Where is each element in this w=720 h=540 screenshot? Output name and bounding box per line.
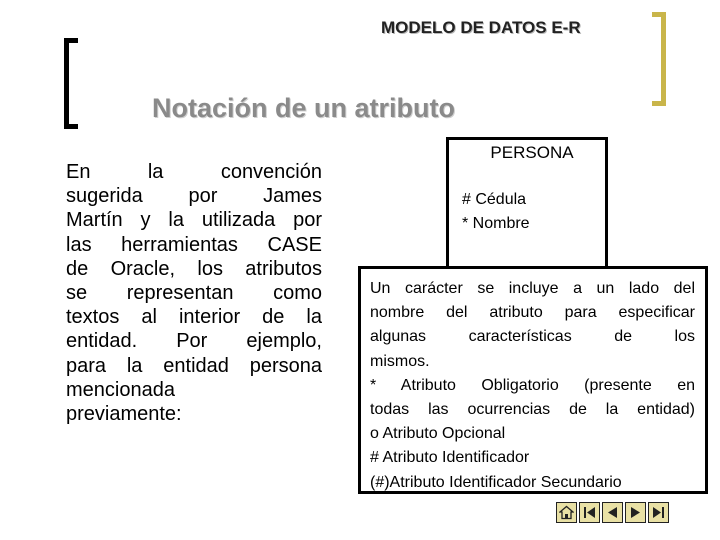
note-line: # Atributo Identificador: [370, 449, 530, 467]
body-line: las herramientas CASE: [66, 233, 322, 256]
note-line: mismos.: [370, 352, 430, 370]
header-title: MODELO DE DATOS E-R: [381, 18, 581, 37]
home-button[interactable]: [556, 502, 577, 523]
body-text: [66, 160, 322, 426]
previous-slide-button[interactable]: [602, 502, 623, 523]
body-line: entidad. Por ejemplo,: [66, 330, 322, 353]
next-slide-button[interactable]: [625, 502, 646, 523]
right-bracket-decoration: [652, 12, 666, 106]
note-line: o Atributo Opcional: [370, 425, 506, 443]
first-icon: [582, 505, 597, 520]
slide-title: Notación de un atributo: [152, 93, 455, 123]
note-line: nombre del atributo para especificar: [370, 304, 695, 322]
slide-navigation: [556, 502, 669, 524]
body-line: previamente:: [66, 403, 182, 426]
body-line: Martín y la utilizada por: [66, 209, 322, 232]
entity-box-persona: [446, 137, 608, 269]
last-slide-button[interactable]: [648, 502, 669, 523]
last-icon: [651, 505, 666, 520]
entity-attribute: * Nombre: [462, 215, 530, 232]
entity-attribute: # Cédula: [462, 191, 527, 208]
note-line: todas las ocurrencias de la entidad): [370, 401, 695, 419]
body-line: textos al interior de la: [66, 306, 322, 329]
home-icon: [559, 505, 574, 520]
note-line: (#)Atributo Identificador Secundario: [370, 473, 622, 491]
first-slide-button[interactable]: [579, 502, 600, 523]
note-line: Un carácter se incluye a un lado del: [370, 280, 695, 297]
body-line: para la entidad persona: [66, 354, 322, 377]
body-line: mencionada: [66, 378, 175, 401]
note-line: algunas características de los: [370, 328, 695, 346]
body-line: se representan como: [66, 282, 322, 305]
entity-name: PERSONA: [490, 143, 574, 162]
next-icon: [628, 505, 643, 520]
body-line: de Oracle, los atributos: [66, 257, 322, 280]
notation-note-box: [358, 266, 708, 494]
body-line: sugerida por James: [66, 185, 322, 208]
previous-icon: [605, 505, 620, 520]
left-bracket-decoration: [64, 38, 78, 129]
note-line: * Atributo Obligatorio (presente en: [370, 376, 695, 394]
body-line: En la convención: [66, 161, 322, 183]
